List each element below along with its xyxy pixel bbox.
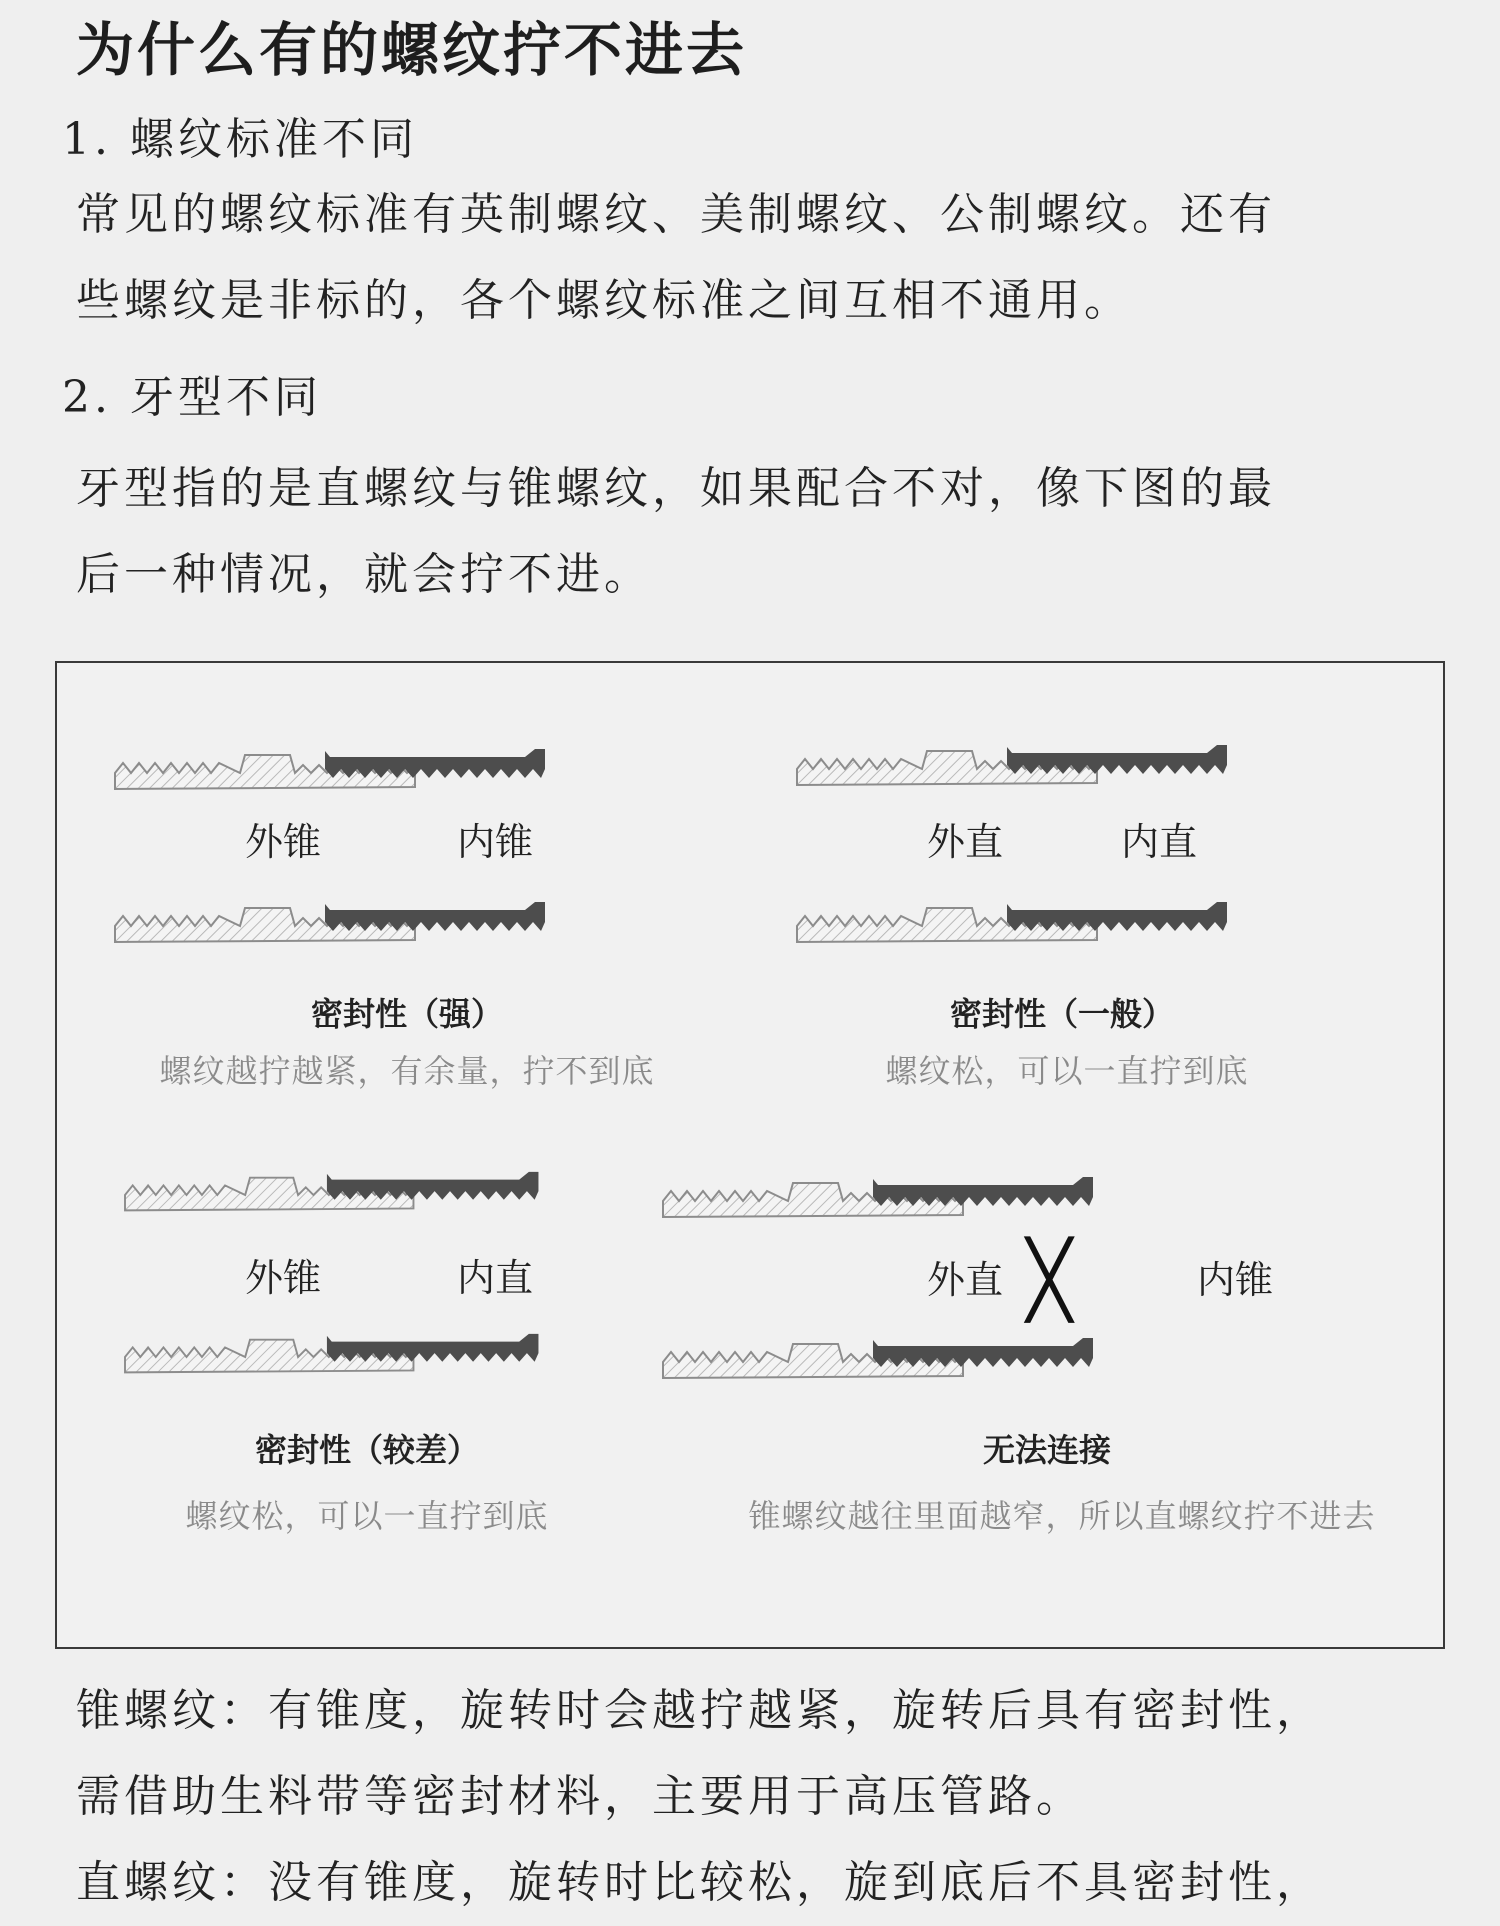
bottom-line: 锥螺纹：有锥度，旋转时会越拧越紧，旋转后具有密封性， (76, 1685, 1324, 1736)
label-female: 内锥 (457, 820, 534, 864)
panel-taper-straight (57, 1157, 757, 1651)
panel-straight-taper (727, 1157, 1427, 1651)
thread-top-illustration (797, 739, 1317, 799)
thread-top-illustration (125, 1165, 625, 1225)
panel-straight-straight (727, 663, 1427, 1157)
thread-top-illustration (115, 743, 635, 803)
section-1-line: 些螺纹是非标的，各个螺纹标准之间互相不通用。 (76, 275, 1132, 326)
seal-caption: 无法连接 (982, 1431, 1111, 1469)
section-2-body (76, 446, 1456, 618)
seal-note: 锥螺纹越往里面越窄，所以直螺纹拧不进去 (748, 1497, 1376, 1535)
page-title: 为什么有的螺纹拧不进去 (76, 16, 748, 84)
label-male: 外锥 (245, 820, 322, 864)
bottom-line: 需借助生料带等密封材料，主要用于高压管路。 (76, 1771, 1084, 1822)
label-male: 外锥 (245, 1256, 322, 1300)
bottom-text (76, 1668, 1456, 1926)
label-female: 内直 (1121, 820, 1198, 864)
label-female: 内锥 (1197, 1258, 1274, 1302)
thread-bottom-illustration (623, 1332, 1223, 1392)
thread-fit-figure (55, 661, 1445, 1649)
seal-note: 螺纹松，可以一直拧到底 (185, 1497, 549, 1535)
cross-icon: ╳ (1027, 1237, 1072, 1323)
thread-bottom-illustration (797, 896, 1317, 956)
seal-note: 螺纹越拧越紧，有余量，拧不到底 (159, 1052, 655, 1090)
section-2-line: 牙型指的是直螺纹与锥螺纹，如果配合不对，像下图的最 (76, 463, 1276, 514)
label-male: 外直 (927, 820, 1004, 864)
bottom-line: 直螺纹：没有锥度，旋转时比较松，旋到底后不具密封性， (76, 1857, 1324, 1908)
section-1-line: 常见的螺纹标准有英制螺纹、美制螺纹、公制螺纹。还有 (76, 189, 1276, 240)
seal-caption: 密封性（一般） (949, 995, 1174, 1033)
section-2-line: 后一种情况，就会拧不进。 (76, 549, 652, 600)
seal-caption: 密封性（较差） (254, 1431, 479, 1469)
section-1-heading: 1. 螺纹标准不同 (62, 114, 418, 165)
section-1-body (76, 172, 1456, 344)
thread-bottom-illustration (125, 1327, 625, 1387)
label-male: 外直 (927, 1258, 1004, 1302)
thread-top-illustration (623, 1171, 1223, 1231)
label-female: 内直 (457, 1256, 534, 1300)
panel-taper-taper (57, 663, 757, 1157)
seal-caption: 密封性（强） (310, 995, 503, 1033)
seal-note: 螺纹松，可以一直拧到底 (885, 1052, 1249, 1090)
section-2-heading: 2. 牙型不同 (62, 372, 322, 423)
thread-bottom-illustration (115, 896, 635, 956)
